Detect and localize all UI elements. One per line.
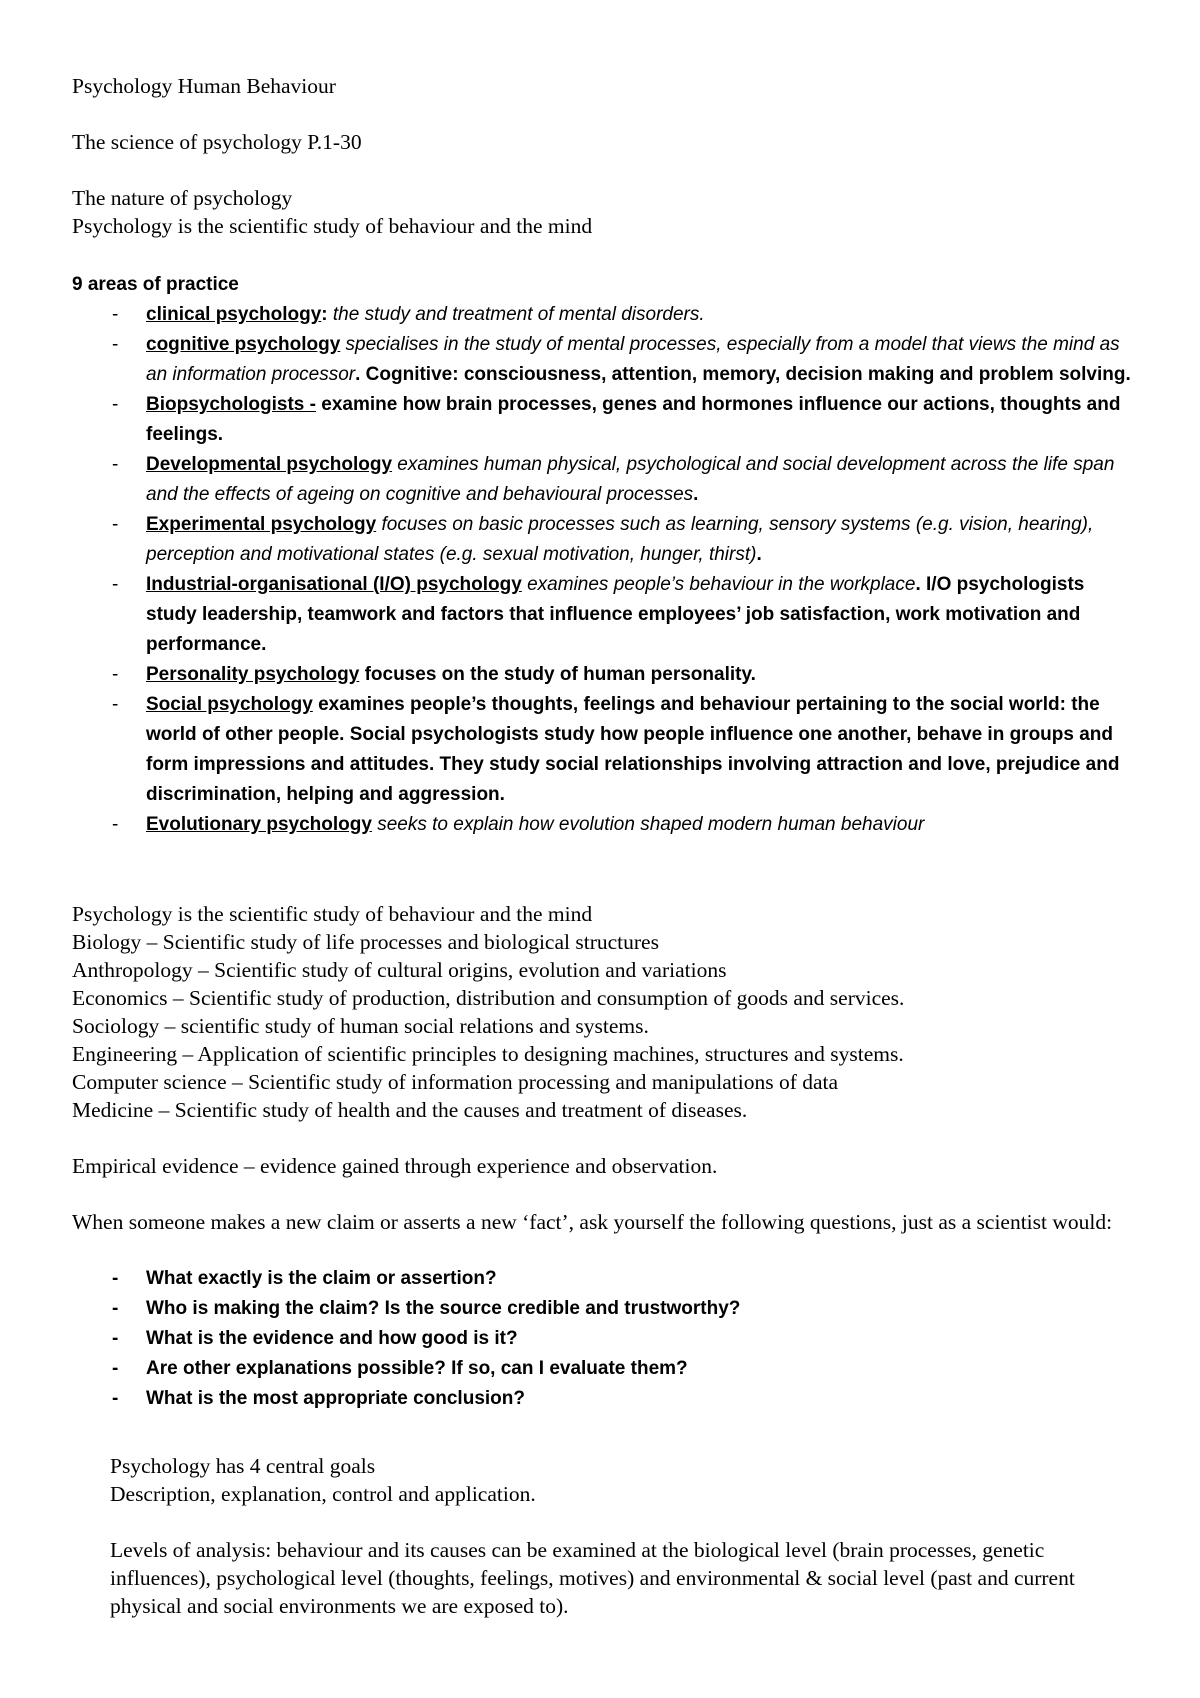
science-definition: Medicine – Scientific study of health and the causes and treatment of diseases. (72, 1098, 748, 1122)
areas-list (72, 300, 1132, 840)
area-item (72, 330, 1132, 390)
area-description: the study and treatment of mental disorders. (332, 304, 705, 325)
area-description: seeks to explain how evolution shaped modern human behaviour (377, 814, 925, 835)
chapter-reference: The science of psychology P.1-30 (72, 130, 362, 154)
area-term: Personality psychology (146, 664, 360, 685)
goals-heading: Psychology has 4 central goals (110, 1454, 376, 1478)
area-term: Biopsychologists - (146, 394, 316, 415)
science-definition: Sociology – scientific study of human social relations and systems. (72, 1014, 649, 1038)
sciences-list (72, 900, 1152, 1124)
area-detail: focuses on the study of human personality. (364, 664, 756, 685)
area-detail: . Cognitive: consciousness, attention, memory, decision making and problem solving. (355, 364, 1131, 385)
question-item: - Who is making the claim? Is the source credible and trustworthy? (72, 1294, 1132, 1324)
area-item (72, 390, 1132, 450)
area-detail: . (756, 544, 762, 565)
area-item (72, 300, 1132, 330)
area-description: focuses on basic processes such as learning, sensory systems (e.g. vision, hearing), perception and motivational states (e.g. sexual motivation, hunger, thirst) (146, 514, 1094, 565)
empirical-evidence: Empirical evidence – evidence gained through experience and observation. (72, 1154, 718, 1178)
area-detail: . I/O psychologists study leadership, teamwork and factors that influence employees’ job satisfaction, work motivation and performance. (146, 574, 1085, 655)
science-definition: Computer science – Scientific study of information processing and manipulations of data (72, 1070, 839, 1094)
science-definition: Biology – Scientific study of life processes and biological structures (72, 930, 659, 954)
area-separator: : (321, 304, 333, 325)
area-term: Social psychology (146, 694, 313, 715)
area-item (72, 450, 1132, 510)
area-description: specialises in the study of mental processes, especially from a model that views the mind as an information processor (146, 334, 1120, 385)
science-definition: Engineering – Application of scientific principles to designing machines, structures and systems. (72, 1042, 904, 1066)
psychology-definition: Psychology is the scientific study of behaviour and the mind (72, 214, 593, 238)
area-term: clinical psychology (146, 304, 322, 325)
areas-heading: 9 areas of practice (72, 274, 239, 295)
area-description: examines people’s behaviour in the workplace (527, 574, 916, 595)
area-detail: examines people’s thoughts, feelings and behaviour pertaining to the social world: the world of other people. Social psychologists study how people influence one another, behave in groups and form impressions and attitudes. They study social relationships involving attraction and love, prejudice and discrimination, helping and aggression. (146, 694, 1120, 805)
question-item: - What is the evidence and how good is it? (72, 1324, 1132, 1354)
area-detail: . (693, 484, 699, 505)
science-definition: Economics – Scientific study of production, distribution and consumption of goods and services. (72, 986, 905, 1010)
section-heading-nature: The nature of psychology (72, 186, 293, 210)
area-term: Experimental psychology (146, 514, 377, 535)
questions-list (72, 1264, 1132, 1414)
levels-of-analysis: Levels of analysis: behaviour and its causes can be examined at the biological level (brain processes, genetic influences), psychological level (thoughts, feelings, motives) and environmental & social level (past and current physical and social environments we are exposed to). (110, 1538, 1075, 1618)
area-item (72, 690, 1132, 810)
area-item (72, 810, 1132, 840)
science-definition: Anthropology – Scientific study of cultural origins, evolution and variations (72, 958, 727, 982)
area-item (72, 660, 1132, 690)
area-detail: examine how brain processes, genes and hormones influence our actions, thoughts and feelings. (146, 394, 1121, 445)
area-term: Industrial-organisational (I/O) psychology (146, 574, 522, 595)
question-item: - What exactly is the claim or assertion? (72, 1264, 1132, 1294)
area-term: Developmental psychology (146, 454, 393, 475)
area-description: examines human physical, psychological and social development across the life span and the effects of ageing on cognitive and behavioural processes (146, 454, 1115, 505)
science-definition: Psychology is the scientific study of behaviour and the mind (72, 902, 593, 926)
document-title: Psychology Human Behaviour (72, 74, 336, 98)
claim-intro: When someone makes a new claim or asserts a new ‘fact’, ask yourself the following questions, just as a scientist would: (72, 1210, 1113, 1234)
question-item: - What is the most appropriate conclusion? (72, 1384, 1132, 1414)
question-item: - Are other explanations possible? If so, can I evaluate them? (72, 1354, 1132, 1384)
area-item (72, 570, 1132, 660)
area-item (72, 510, 1132, 570)
goals-list: Description, explanation, control and application. (110, 1482, 536, 1506)
area-term: cognitive psychology (146, 334, 341, 355)
area-term: Evolutionary psychology (146, 814, 372, 835)
